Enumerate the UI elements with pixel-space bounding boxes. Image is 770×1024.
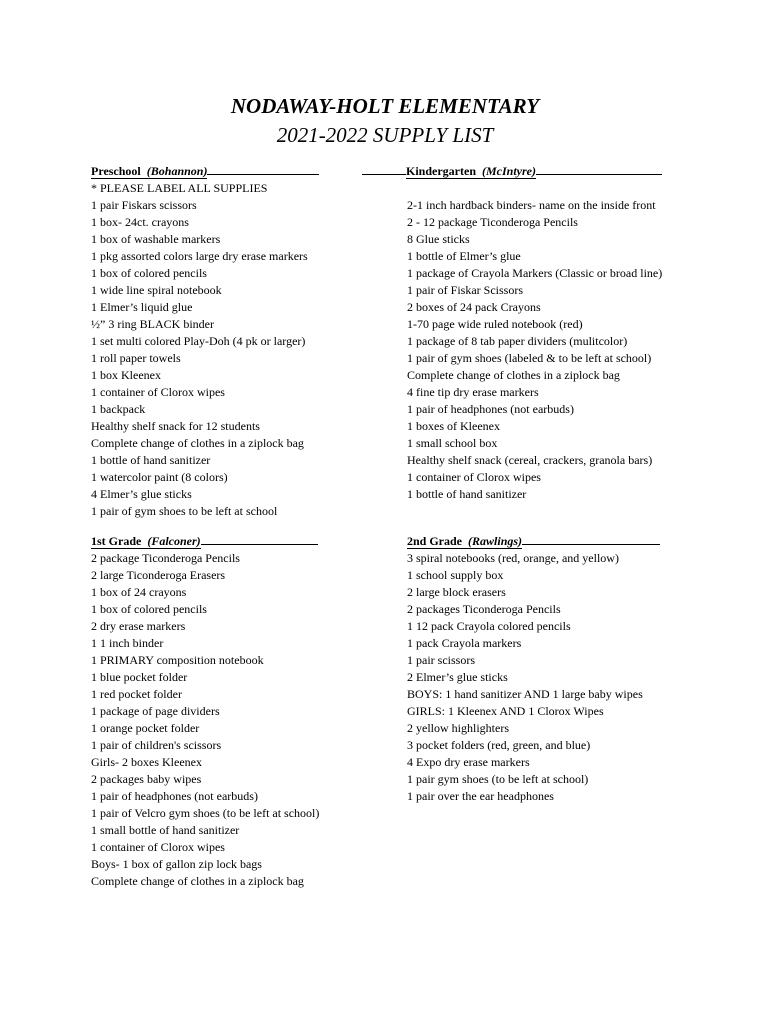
list-item: 1 box Kleenex xyxy=(91,368,161,382)
first-grade-label: 1st Grade xyxy=(91,534,142,548)
list-item: Healthy shelf snack for 12 students xyxy=(91,419,260,433)
list-item: Boys- 1 box of gallon zip lock bags xyxy=(91,857,262,871)
first-grade-heading-underline xyxy=(201,544,318,545)
list-item: 1 pair of gym shoes (labeled & to be left at school) xyxy=(407,351,652,365)
preschool-teacher: (Bohannon) xyxy=(146,164,208,178)
list-item: 4 Elmer’s glue sticks xyxy=(91,487,192,501)
second-grade-list xyxy=(407,550,660,805)
list-item: 1 watercolor paint (8 colors) xyxy=(91,470,228,484)
list-item: 1 pair of Fiskar Scissors xyxy=(407,283,523,297)
list-item: 3 spiral notebooks (red, orange, and yellow) xyxy=(407,551,619,565)
list-item: Healthy shelf snack (cereal, crackers, granola bars) xyxy=(407,453,653,467)
preschool-list xyxy=(91,180,319,520)
preschool-section xyxy=(91,163,319,520)
preschool-grade-label: Preschool xyxy=(91,164,141,178)
list-item: 1 box of colored pencils xyxy=(91,602,207,616)
kindergarten-heading-lead-line xyxy=(362,174,406,175)
kindergarten-heading-row xyxy=(362,163,662,180)
list-item: 1 pair over the ear headphones xyxy=(407,789,554,803)
preschool-heading xyxy=(91,165,207,179)
second-grade-heading xyxy=(407,535,522,549)
preschool-heading-underline xyxy=(207,174,319,175)
kindergarten-heading xyxy=(406,165,536,179)
list-item: 4 Expo dry erase markers xyxy=(407,755,530,769)
list-item: 1 box of 24 crayons xyxy=(91,585,187,599)
list-item: 3 pocket folders (red, green, and blue) xyxy=(407,738,591,752)
list-item: 2 package Ticonderoga Pencils xyxy=(91,551,240,565)
list-item: GIRLS: 1 Kleenex AND 1 Clorox Wipes xyxy=(407,704,604,718)
first-grade-teacher: (Falconer) xyxy=(147,534,201,548)
document-subtitle: 2021-2022 SUPPLY LIST xyxy=(276,123,494,147)
list-item: BOYS: 1 hand sanitizer AND 1 large baby wipes xyxy=(407,687,643,701)
list-item: 1 box- 24ct. crayons xyxy=(91,215,189,229)
list-item: 1 pair Fiskars scissors xyxy=(91,198,197,212)
list-item: 1 container of Clorox wipes xyxy=(91,385,225,399)
list-item: 1 red pocket folder xyxy=(91,687,182,701)
kindergarten-teacher: (McIntyre) xyxy=(482,164,536,178)
first-grade-list xyxy=(91,550,319,890)
list-item: 1 pair of headphones (not earbuds) xyxy=(91,789,258,803)
list-item: 1 set multi colored Play-Doh (4 pk or larger) xyxy=(91,334,306,348)
document-title: NODAWAY-HOLT ELEMENTARY xyxy=(230,94,540,118)
kindergarten-grade-label: Kindergarten xyxy=(406,164,476,178)
list-item: 1 Elmer’s liquid glue xyxy=(91,300,193,314)
list-item: 2 - 12 package Ticonderoga Pencils xyxy=(407,215,578,229)
list-item: 1 container of Clorox wipes xyxy=(91,840,225,854)
list-item: 1 pair of children's scissors xyxy=(91,738,222,752)
list-item: 8 Glue sticks xyxy=(407,232,470,246)
second-grade-heading-underline xyxy=(522,544,660,545)
list-item: 1 package of page dividers xyxy=(91,704,220,718)
list-item: 1 bottle of hand sanitizer xyxy=(91,453,211,467)
list-item: 2 boxes of 24 pack Crayons xyxy=(407,300,541,314)
list-item: 1 box of washable markers xyxy=(91,232,221,246)
list-item: 2 large Ticonderoga Erasers xyxy=(91,568,226,582)
first-grade-section xyxy=(91,533,319,890)
list-item: 2 packages Ticonderoga Pencils xyxy=(407,602,561,616)
list-item: 1 bottle of hand sanitizer xyxy=(407,487,527,501)
list-item xyxy=(407,180,662,197)
list-item: 1 package of Crayola Markers (Classic or broad line) xyxy=(407,266,663,280)
kindergarten-section xyxy=(362,163,662,503)
list-item: 4 fine tip dry erase markers xyxy=(407,385,539,399)
list-item: 1 small bottle of hand sanitizer xyxy=(91,823,240,837)
second-grade-section xyxy=(407,533,660,805)
list-item: 1 package of 8 tab paper dividers (mulitcolor) xyxy=(407,334,628,348)
list-item: 2 Elmer’s glue sticks xyxy=(407,670,508,684)
list-item: 1 pkg assorted colors large dry erase markers xyxy=(91,249,308,263)
kindergarten-heading-underline xyxy=(536,174,662,175)
list-item: Complete change of clothes in a ziplock bag xyxy=(91,874,304,888)
list-item: 1 blue pocket folder xyxy=(91,670,188,684)
list-item: 1 pair of gym shoes to be left at school xyxy=(91,504,278,518)
list-item: ½” 3 ring BLACK binder xyxy=(91,317,214,331)
list-item: 1 roll paper towels xyxy=(91,351,181,365)
list-item: 2 yellow highlighters xyxy=(407,721,509,735)
kindergarten-list xyxy=(362,180,662,503)
list-item: 1 pair of Velcro gym shoes (to be left at school) xyxy=(91,806,320,820)
first-grade-heading-row xyxy=(91,533,319,550)
list-item: Girls- 2 boxes Kleenex xyxy=(91,755,202,769)
list-item: 1-70 page wide ruled notebook (red) xyxy=(407,317,583,331)
list-item: 1 pack Crayola markers xyxy=(407,636,522,650)
list-item: 1 bottle of Elmer’s glue xyxy=(407,249,521,263)
list-item: 1 12 pack Crayola colored pencils xyxy=(407,619,571,633)
list-item: 2 packages baby wipes xyxy=(91,772,202,786)
list-item: 2 dry erase markers xyxy=(91,619,186,633)
list-item: 1 small school box xyxy=(407,436,498,450)
list-item: 2 large block erasers xyxy=(407,585,506,599)
second-grade-label: 2nd Grade xyxy=(407,534,463,548)
first-grade-heading xyxy=(91,535,201,549)
second-grade-heading-row xyxy=(407,533,660,550)
list-item: 1 PRIMARY composition notebook xyxy=(91,653,264,667)
list-item: 1 pair gym shoes (to be left at school) xyxy=(407,772,589,786)
list-item: 1 school supply box xyxy=(407,568,504,582)
list-item: 1 pair scissors xyxy=(407,653,475,667)
list-item: 2-1 inch hardback binders- name on the inside front xyxy=(407,198,656,212)
list-item: 1 orange pocket folder xyxy=(91,721,200,735)
list-item: 1 backpack xyxy=(91,402,146,416)
list-item: 1 container of Clorox wipes xyxy=(407,470,541,484)
list-item: Complete change of clothes in a ziplock bag xyxy=(91,436,304,450)
list-item: 1 wide line spiral notebook xyxy=(91,283,222,297)
list-item: 1 1 inch binder xyxy=(91,636,164,650)
list-item: 1 box of colored pencils xyxy=(91,266,207,280)
preschool-heading-row xyxy=(91,163,319,180)
list-item: 1 pair of headphones (not earbuds) xyxy=(407,402,574,416)
list-item: Complete change of clothes in a ziplock bag xyxy=(407,368,620,382)
second-grade-teacher: (Rawlings) xyxy=(468,534,523,548)
list-item: * PLEASE LABEL ALL SUPPLIES xyxy=(91,181,268,195)
list-item: 1 boxes of Kleenex xyxy=(407,419,500,433)
